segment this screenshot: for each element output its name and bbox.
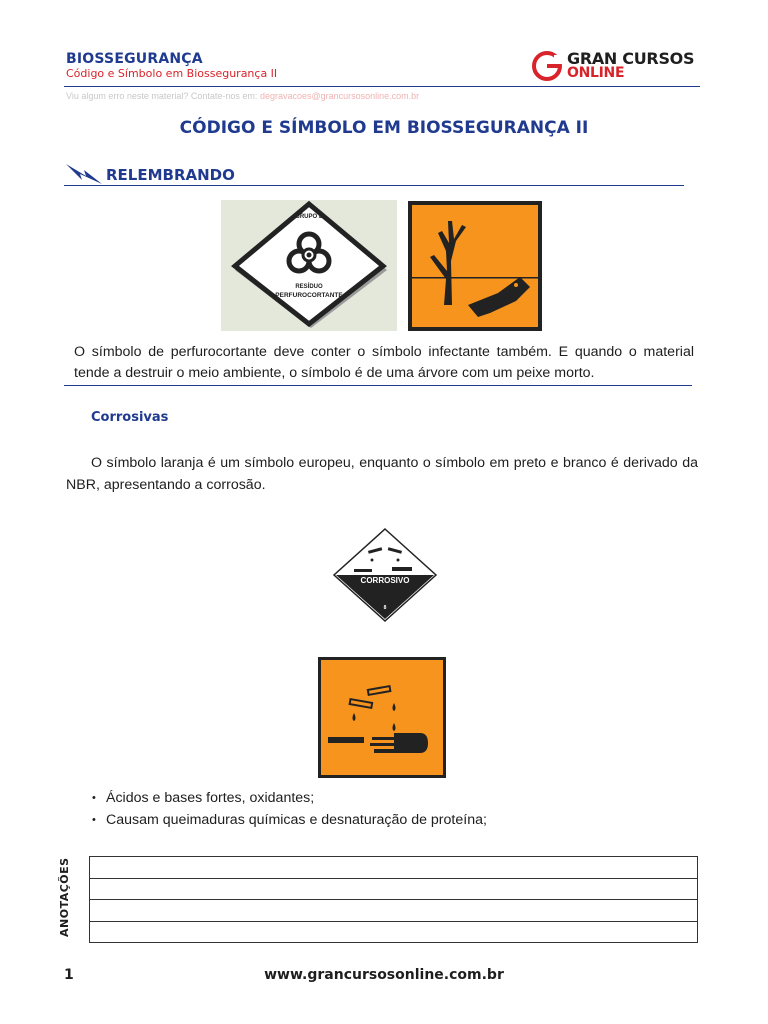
logo-text-online: ONLINE <box>567 65 625 81</box>
list-item <box>90 809 487 831</box>
section-divider <box>64 185 684 186</box>
error-note-text: Viu algum erro neste material? Contate-nos em: <box>66 91 260 101</box>
perfuro-top-text: GRUPO E <box>295 214 323 220</box>
page-title: CÓDIGO E SÍMBOLO EM BIOSSEGURANÇA II <box>179 118 589 138</box>
logo-text-main: GRAN CURSOS <box>567 49 695 68</box>
notes-line[interactable] <box>90 900 697 922</box>
error-email-link[interactable]: degravacoes@grancursosonline.com.br <box>259 91 420 101</box>
paragraph-corrosivas: O símbolo laranja é um símbolo europeu, enquanto o símbolo em preto e branco é derivado da NBR, apresentando a corrosão. <box>66 455 698 493</box>
bullet-dot-icon: • <box>92 814 96 826</box>
environment-hazard-sign-image <box>408 201 542 331</box>
perfurocortante-sign-image <box>221 200 397 331</box>
footer-url[interactable]: www.grancursosonline.com.br <box>264 967 504 983</box>
lightning-arrow-icon <box>64 160 104 188</box>
notes-label: ANOTAÇÕES <box>58 857 71 937</box>
list-item <box>90 787 487 809</box>
notes-line[interactable] <box>90 922 697 944</box>
corrosive-nbr-sign-image <box>332 527 438 623</box>
notes-line[interactable] <box>90 879 697 901</box>
subheading-corrosivas: Corrosivas <box>91 410 169 425</box>
corrosive-label: CORROSIVO <box>360 576 410 585</box>
header-divider <box>64 86 700 87</box>
header-subtitle: Código e Símbolo em Biossegurança II <box>66 67 278 80</box>
corrosive-eu-sign-image <box>318 657 446 778</box>
brand-logo <box>532 49 702 83</box>
notes-line[interactable] <box>90 857 697 879</box>
corrosive-class-number: 8 <box>383 605 387 611</box>
header-course-title: BIOSSEGURANÇA <box>66 51 203 67</box>
bullet-dot-icon: • <box>92 792 96 804</box>
logo-g-icon <box>532 49 568 83</box>
page-number: 1 <box>64 967 74 983</box>
list-item-text: Causam queimaduras químicas e desnaturação de proteína; <box>106 812 487 828</box>
bullet-list <box>90 787 487 831</box>
notes-box[interactable] <box>89 856 698 943</box>
paragraph-divider <box>64 385 692 386</box>
list-item-text: Ácidos e bases fortes, oxidantes; <box>106 790 315 806</box>
perfuro-bottom-text-2: PERFUROCORTANTE <box>275 292 343 299</box>
section-title: RELEMBRANDO <box>106 166 235 184</box>
perfuro-bottom-text-1: RESÍDUO <box>295 284 323 290</box>
paragraph-relembrando: O símbolo de perfurocortante deve conter o símbolo infectante também. E quando o material tende a destruir o meio ambiente, o símbolo é de uma árvore com um peixe morto. <box>74 344 694 381</box>
error-report-note <box>66 91 419 101</box>
